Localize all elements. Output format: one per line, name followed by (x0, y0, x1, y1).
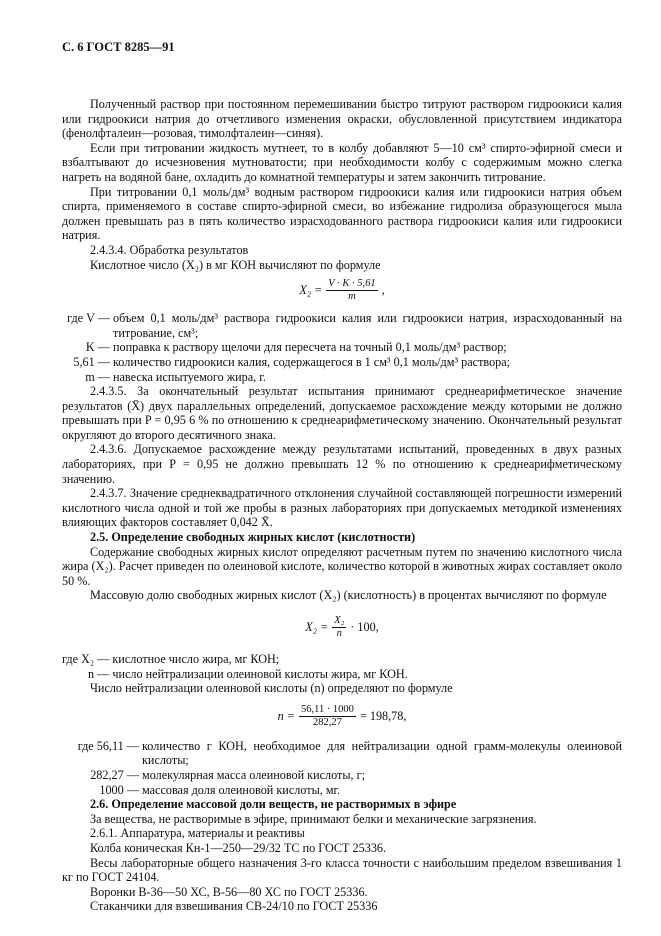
paragraph: Полученный раствор при постоянном перемешивании быстро титруют раствором гидроокиси калия или гидроокиси натрия до отчетливого изменения окраски, обусловленной присутствием индикатора (фенолфталеин—розовая, тимолфталеин—синяя). (62, 97, 622, 141)
formula-acid-number (62, 278, 622, 303)
definition-item (62, 739, 622, 768)
def-desc: массовая доля олеиновой кислоты, мг. (142, 782, 341, 797)
section-heading: 2.4.3.4. Обработка результатов (90, 242, 249, 257)
paragraph: Колба коническая Кн-1—250—29/32 ТС по ГОСТ 25336. (90, 840, 387, 855)
def-desc: объем 0,1 моль/дм³ раствора гидроокиси калия или гидроокиси натрия, израсходованный на титрование, см³; (113, 311, 622, 340)
paragraph: Стаканчики для взвешивания СВ-24/10 по ГОСТ 25336 (90, 899, 378, 914)
denominator: 282,27 (313, 716, 342, 728)
formula-acidity (62, 615, 622, 640)
def-term: где 56,11 — (77, 738, 142, 753)
numerator: 56,11 · 1000 (300, 703, 354, 715)
def-desc: количество г КОН, необходимое для нейтрализации одной грамм-молекулы олеиновой кислоты; (142, 738, 622, 768)
paragraph: За вещества, не растворимые в эфире, принимают белки и механические загрязнения. (90, 811, 537, 826)
def-desc: молекулярная масса олеиновой кислоты, г; (142, 767, 366, 782)
paragraph: Весы лабораторные общего назначения 3-го класса точности с наибольшим пределом взвешивания 1 кг по ГОСТ 24104. (62, 855, 622, 885)
def-term: K — (85, 340, 113, 355)
def-desc: поправка к раствору щелочи для пересчета на точный 0,1 моль/дм³ раствор; (113, 340, 507, 355)
denominator: n (336, 628, 342, 639)
definition-item (62, 340, 622, 355)
paragraph: 2.4.3.5. За окончательный результат испытания принимают среднеарифметическое значение результатов (X̄) двух параллельных определений, допускаемое расхождение между которыми не должно превышать при P = 0,95 6 % по отношению к среднеарифметическому значению. Окончательный результат округляют до второго десятичного знака. (62, 384, 622, 442)
section-heading: 2.6. Определение массовой доли веществ, не растворимых в эфире (90, 797, 457, 812)
page-header: С. 6 ГОСТ 8285—91 (62, 40, 175, 54)
formula-tail: · 100, (350, 620, 379, 635)
def-term: 1000 — (99, 782, 142, 797)
def-term: m — (85, 369, 113, 384)
def-term: где V — (67, 311, 113, 326)
fraction (326, 278, 377, 303)
definition-item (62, 355, 622, 370)
definition-item (62, 783, 622, 798)
denominator: m (348, 291, 356, 303)
fraction (332, 615, 346, 640)
def-desc: навеска испытуемого жира, г. (113, 369, 266, 384)
formula-lhs: X₂ = (299, 283, 323, 298)
definition-item (62, 311, 622, 340)
document-body (62, 97, 622, 914)
definition-item: где X₂ — кислотное число жира, мг КОН; (62, 652, 280, 666)
paragraph: Воронки В-36—50 ХС, В-56—80 ХС по ГОСТ 25336. (90, 884, 368, 899)
definition-item (62, 370, 622, 385)
section-heading: 2.5. Определение свободных жирных кислот (кислотности) (90, 530, 416, 545)
numerator: X₂ (334, 615, 345, 626)
paragraph: Кислотное число (X₂) в мг КОН вычисляют по формуле (90, 257, 381, 272)
numerator: V · K · 5,61 (328, 278, 376, 290)
formula-tail: = 198,78, (359, 708, 407, 723)
def-term: 282,27 — (90, 767, 142, 782)
paragraph: 2.4.3.7. Значение среднеквадратичного отклонения случайной составляющей погрешности измерений кислотного числа одной и той же пробы в разных лабораториях при допускаемых методикой изменениях влияющих факторов составляет 0,042 X̄. (62, 486, 622, 530)
formula-tail: , (381, 283, 385, 298)
paragraph: Содержание свободных жирных кислот определяют расчетным путем по значению кислотного числа жира (X₂). Расчет приведен по олеиновой кислоте, количество которой в животных жирах составляет около 50 %. (62, 544, 622, 588)
paragraph: При титровании 0,1 моль/дм³ водным раствором гидроокиси калия или гидроокиси натрия объем спирта, применяемого в составе спирто-эфирной смеси, во избежание гидролиза образующегося мыла должен превышать раз в пять количество израсходованного раствора гидроокиси калия или гидроокиси натрия. (62, 184, 622, 243)
fraction (299, 704, 356, 729)
formula-lhs: n = (277, 708, 295, 723)
definition-item (62, 768, 622, 783)
definition-item: n — число нейтрализации олеиновой кислоты жира, мг КОН. (88, 666, 408, 681)
paragraph: Число нейтрализации олеиновой кислоты (n) определяют по формуле (90, 681, 453, 696)
paragraph: 2.4.3.6. Допускаемое расхождение между результатами испытаний, проведенных в двух разных лабораториях, при P = 0,95 не должно превышать 12 % по отношению к среднеарифметическому значению. (62, 442, 622, 486)
paragraph: Массовую долю свободных жирных кислот (X₂) (кислотность) в процентах вычисляют по формуле (90, 588, 607, 603)
section-heading: 2.6.1. Аппаратура, материалы и реактивы (90, 826, 305, 841)
def-term: 5,61 — (73, 354, 113, 369)
formula-lhs: X₂ = (305, 620, 329, 635)
def-desc: количество гидроокиси калия, содержащегося в 1 см³ 0,1 моль/дм³ раствора; (113, 354, 511, 369)
paragraph: Если при титровании жидкость мутнеет, то в колбу добавляют 5—10 см³ спирто-эфирной смеси и взбалтывают до исчезновения мутноватости; при необходимости колбу с содержимым можно слегка нагреть на водяной бане, охладить до комнатной температуры и затем закончить титрование. (62, 140, 622, 184)
formula-neutralization (62, 704, 622, 729)
